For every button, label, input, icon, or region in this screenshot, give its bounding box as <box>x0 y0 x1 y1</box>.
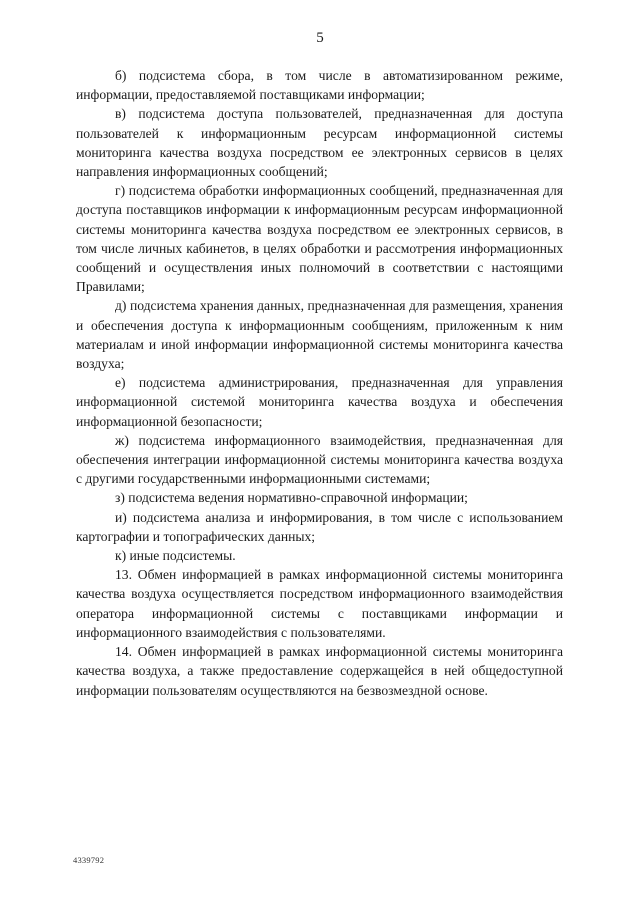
paragraph-subsystem-i: и) подсистема анализа и информирования, в том числе с использованием картографии и топографических данных; <box>76 509 563 544</box>
paragraph-subsystem-b: б) подсистема сбора, в том числе в автоматизированном режиме, информации, предоставляемой поставщиками информации; <box>76 68 563 103</box>
paragraph-subsystem-e: е) подсистема администрирования, предназначенная для управления информационной системой мониторинга качества воздуха и обеспечения информационной безопасности; <box>76 375 563 429</box>
paragraph-subsystem-g: г) подсистема обработки информационных сообщений, предназначенная для доступа поставщиков информации к информационным ресурсам информационной системы мониторинга качества воздуха посредством ее электронных сервисов, в том числе личных кабинетов, в целях обработки и рассмотрения информационных сообщений и осуществления иных полномочий в соответствии с настоящими Правилами; <box>76 183 563 295</box>
paragraph-subsystem-v: в) подсистема доступа пользователей, предназначенная для доступа пользователей к информационным ресурсам информационной системы мониторинга качества воздуха посредством ее электронных сервисов в целях направления информационных сообщений; <box>76 106 563 180</box>
paragraph-clause-14: 14. Обмен информацией в рамках информационной системы мониторинга качества воздуха, а также предоставление содержащейся в ней общедоступной информации пользователям осуществляются на безвозмездной основе. <box>76 644 563 698</box>
paragraph-subsystem-zh: ж) подсистема информационного взаимодействия, предназначенная для обеспечения интеграции информационной системы мониторинга качества воздуха с другими государственными информационными системами; <box>76 432 563 487</box>
paragraph-subsystem-z: з) подсистема ведения нормативно-справочной информации; <box>115 490 468 506</box>
page-number: 5 <box>316 30 324 46</box>
document-id: 4339792 <box>73 855 105 865</box>
document-body <box>76 66 563 700</box>
paragraph-clause-13: 13. Обмен информацией в рамках информационной системы мониторинга качества воздуха осуществляется посредством информационного взаимодействия оператора информационной системы с поставщиками информации и информационного взаимодействия с пользователями. <box>76 567 563 640</box>
paragraph-subsystem-d: д) подсистема хранения данных, предназначенная для размещения, хранения и обеспечения доступа к информационным сообщениям, приложенным к ним материалам и иной информации информационной системы мониторинга качества воздуха; <box>76 298 563 372</box>
paragraph-subsystem-k: к) иные подсистемы. <box>115 548 236 564</box>
